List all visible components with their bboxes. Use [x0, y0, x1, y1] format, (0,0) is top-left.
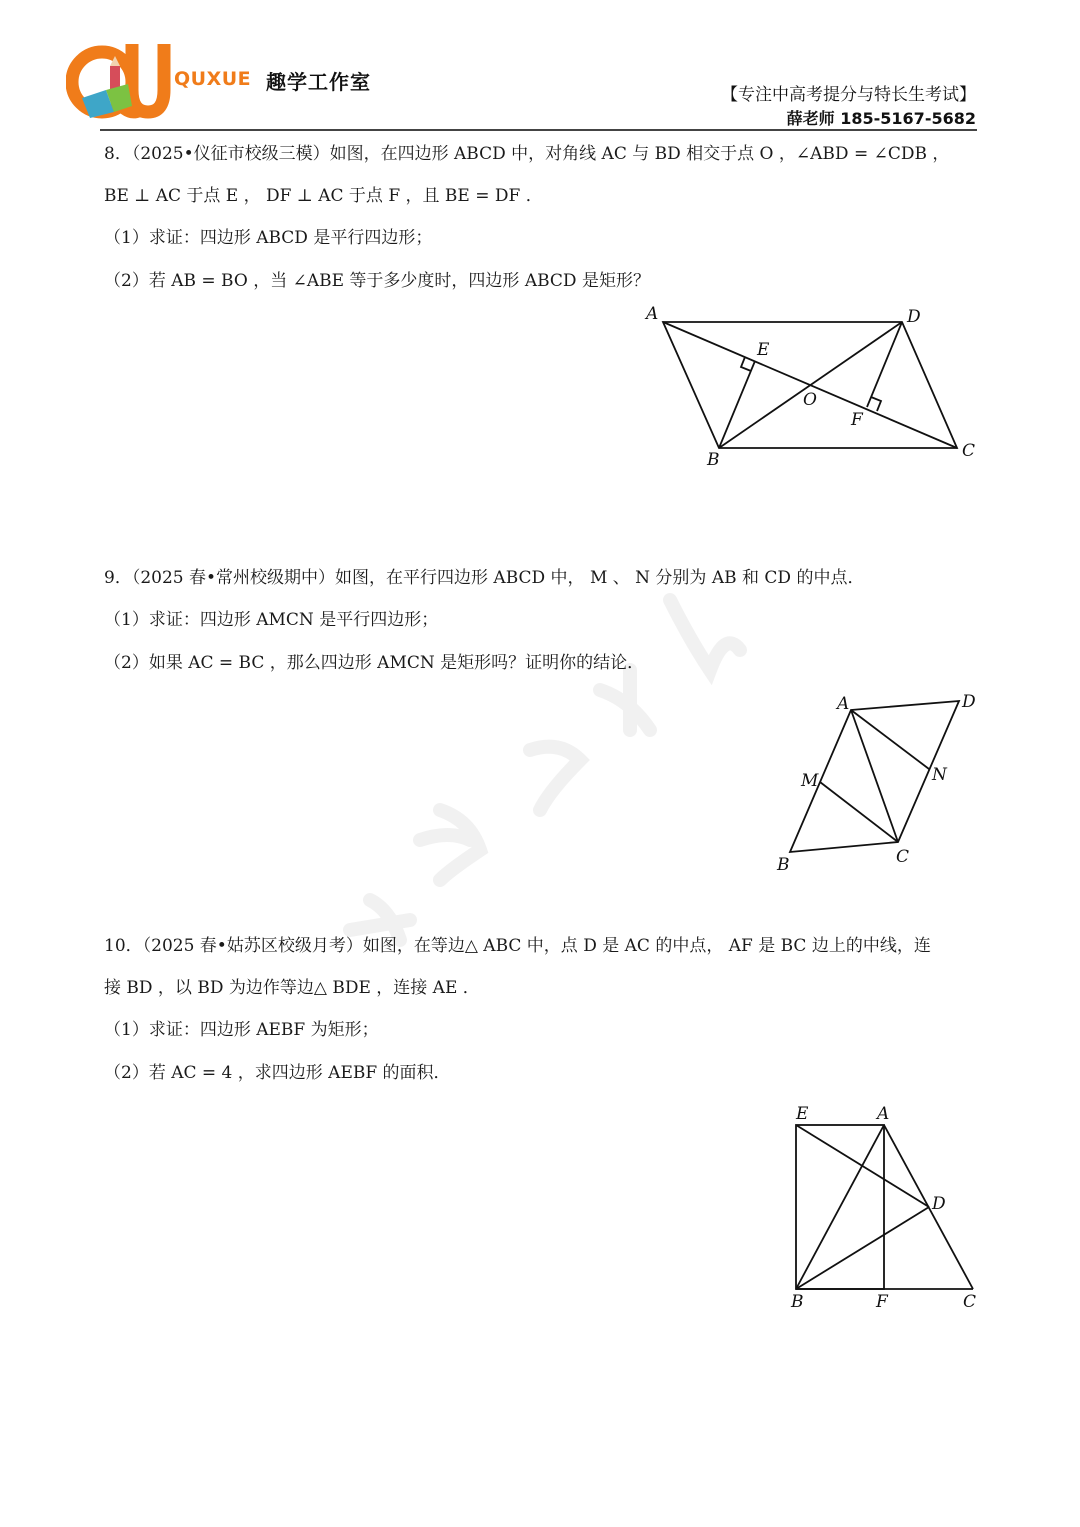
- problem-10-part-1: （1）求证：四边形 AEBF 为矩形；: [104, 1020, 379, 1040]
- label-C: C: [896, 847, 910, 867]
- label-B: B: [791, 1292, 804, 1312]
- label-E: E: [796, 1104, 809, 1124]
- watermark-calligraphy-icon: [330, 580, 770, 960]
- header-divider: [100, 129, 977, 131]
- header-contact: 薛老师 185-5167-5682: [786, 109, 976, 128]
- label-A: A: [646, 304, 659, 324]
- problem-9-line-1: 9．（2025 春•常州校级期中）如图，在平行四边形 ABCD 中， M 、 N 分别为 AB 和 CD 的中点．: [104, 568, 865, 588]
- header-tagline: 【专注中高考提分与特长生考试】: [721, 85, 976, 105]
- brand-logo: [66, 38, 386, 122]
- problem-8-part-1: （1）求证：四边形 ABCD 是平行四边形；: [104, 228, 433, 248]
- problem-9-part-1: （1）求证：四边形 AMCN 是平行四边形；: [104, 610, 439, 630]
- label-M: M: [801, 771, 819, 791]
- logo-name-text: 趣学工作室: [266, 70, 371, 94]
- problem-10-line-2: 接 BD ，以 BD 为边作等边△ BDE ，连接 AE ．: [104, 978, 480, 998]
- problem-8-line-2: BE ⊥ AC 于点 E ， DF ⊥ AC 于点 F ，且 BE = DF ．: [104, 186, 543, 206]
- label-A: A: [877, 1104, 890, 1124]
- problem-10-figure: [770, 1095, 990, 1320]
- label-E: E: [757, 340, 770, 360]
- label-B: B: [707, 450, 720, 470]
- label-F: F: [876, 1292, 888, 1312]
- problem-8-figure: [630, 295, 990, 475]
- logo-brand-text: QUXUE: [174, 68, 252, 90]
- problem-9-figure: [770, 685, 990, 880]
- problem-9-part-2: （2）如果 AC = BC ，那么四边形 AMCN 是矩形吗？证明你的结论．: [104, 653, 645, 673]
- label-O: O: [803, 390, 817, 410]
- label-B: B: [777, 855, 790, 875]
- label-F: F: [851, 410, 863, 430]
- label-D: D: [962, 692, 976, 712]
- label-N: N: [932, 765, 947, 785]
- label-C: C: [962, 441, 976, 461]
- problem-10-line-1: 10．（2025 春•姑苏区校级月考）如图，在等边△ ABC 中，点 D 是 AC 的中点， AF 是 BC 边上的中线，连: [104, 936, 931, 956]
- label-A: A: [837, 694, 850, 714]
- logo-qu-icon: [66, 38, 176, 122]
- problem-10-part-2: （2）若 AC = 4 ，求四边形 AEBF 的面积．: [104, 1063, 451, 1083]
- label-C: C: [963, 1292, 977, 1312]
- label-D: D: [932, 1194, 946, 1214]
- problem-8-line-1: 8．（2025•仪征市校级三模）如图，在四边形 ABCD 中，对角线 AC 与 BD 相交于点 O ，∠ABD = ∠CDB ，: [104, 144, 950, 164]
- problem-8-part-2: （2）若 AB = BO ，当 ∠ABE 等于多少度时，四边形 ABCD 是矩形？: [104, 271, 650, 291]
- label-D: D: [907, 307, 921, 327]
